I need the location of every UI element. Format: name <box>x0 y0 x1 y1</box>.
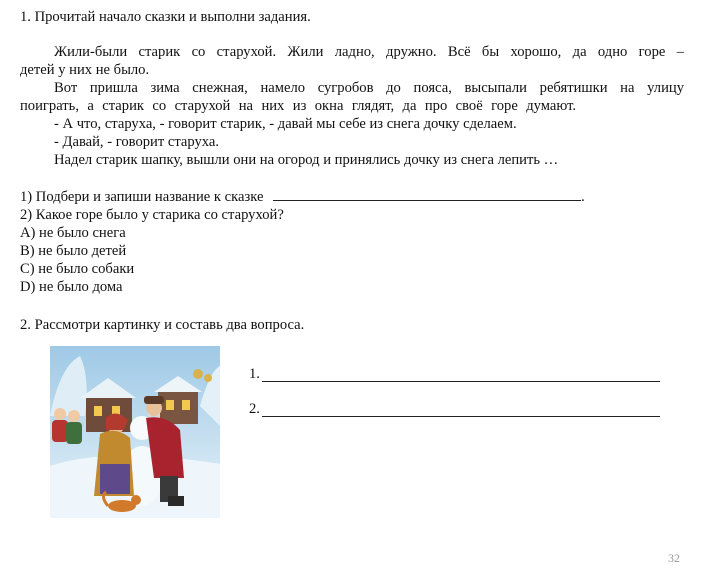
question-1-end: . <box>581 189 585 205</box>
question-2: 2) Какое горе было у старика со старухой? <box>20 207 284 223</box>
question-1 <box>20 188 585 206</box>
page-number: 32 <box>668 551 680 565</box>
snow-maiden-scene <box>50 346 220 518</box>
answer-label-1: 1. <box>249 366 260 382</box>
question-answer-line-1[interactable] <box>262 381 660 382</box>
story-line-5: - А что, старуха, - говорит старик, - давай мы себе из снега дочку сделаем. <box>54 116 517 132</box>
story-line-4: поиграть, а старик со старухой на них из окна глядят, да про своё горе думают. <box>20 98 576 114</box>
question-1-text: 1) Подбери и запиши название к сказке <box>20 189 264 205</box>
story-line-1: Жили-были старик со старухой. Жили ладно, дружно. Всё бы хорошо, да одно горе – <box>54 44 684 60</box>
option-a: A) не было снега <box>20 225 126 241</box>
fairy-tale-illustration <box>50 346 220 518</box>
option-d: D) не было дома <box>20 279 123 295</box>
story-line-2: детей у них не было. <box>20 62 150 78</box>
option-b: B) не было детей <box>20 243 127 259</box>
title-answer-line[interactable] <box>273 188 581 201</box>
task1-heading: 1. Прочитай начало сказки и выполни задания. <box>20 9 311 25</box>
answer-label-2: 2. <box>249 401 260 417</box>
question-answer-line-2[interactable] <box>262 416 660 417</box>
story-line-6: - Давай, - говорит старуха. <box>54 134 220 150</box>
option-c: C) не было собаки <box>20 261 135 277</box>
story-line-3: Вот пришла зима снежная, намело сугробов до пояса, высыпали ребятишки на улицу <box>54 80 684 96</box>
story-line-7: Надел старик шапку, вышли они на огород и принялись дочку из снега лепить … <box>54 152 559 168</box>
task2-heading: 2. Рассмотри картинку и составь два вопроса. <box>20 317 305 333</box>
